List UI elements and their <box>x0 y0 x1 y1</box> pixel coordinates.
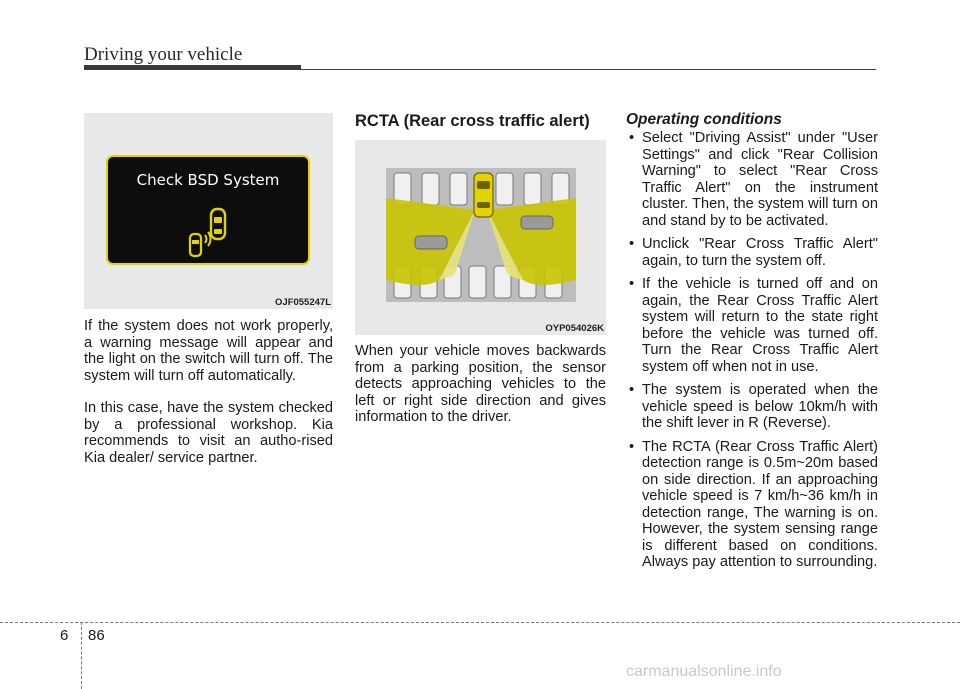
header-bar-thin <box>301 69 876 70</box>
list-item: • The system is operated when the vehicle speed is below 10km/h with the shift lever in R (Reverse). <box>626 382 878 432</box>
rcta-parking-illustration <box>355 140 606 335</box>
footer-divider <box>81 622 82 689</box>
section-title: RCTA (Rear cross traffic alert) <box>355 112 590 130</box>
list-item: • Select "Driving Assist" under "User Settings" and click "Rear Collision Warning" to select "Rear Cross Traffic Alert" on the instrument cluster. Then, the system will turn on and stand by to be activated. <box>626 130 878 229</box>
approaching-car-right <box>521 216 553 229</box>
bullet-list <box>626 130 878 571</box>
middle-text <box>355 343 606 442</box>
approaching-car-left <box>415 236 447 249</box>
list-item: • If the vehicle is turned off and on again, the Rear Cross Traffic Alert system will return to the state right before the vehicle was turned off. Turn the Rear Cross Traffic Alert system off when not in use. <box>626 276 878 375</box>
paragraph: If the system does not work properly, a warning message will appear and the light on the switch will turn off. The system will turn off automatically. <box>84 318 333 384</box>
rcta-figure <box>355 140 606 335</box>
list-item: • The RCTA (Rear Cross Traffic Alert) detection range is 0.5m~20m based on side direction. If an approaching vehicle speed is 7 km/h~36 km/h in detection range, The warning is on. However, the system sensing range is different based on conditions. Always pay attention to surrounding. <box>626 439 878 571</box>
page-number: 86 <box>88 627 105 644</box>
paragraph: When your vehicle moves backwards from a parking position, the sensor detects approaching vehicles to the left or right side direction and gives information to the driver. <box>355 343 606 425</box>
header-bar-thick <box>84 65 301 70</box>
header-title: Driving your vehicle <box>84 44 243 65</box>
sub-title: Operating conditions <box>626 111 782 128</box>
chapter-number: 6 <box>60 627 69 644</box>
bsd-warning-illustration <box>84 113 333 309</box>
bsd-warning-figure <box>84 113 333 309</box>
conditions-list <box>626 130 878 578</box>
reversing-vehicle <box>474 173 493 217</box>
bsd-warning-text: Check BSD System <box>136 171 280 189</box>
figure-code: OJF055247L <box>275 297 331 308</box>
watermark: carmanualsonline.info <box>626 663 782 680</box>
figure-code: OYP054026K <box>545 323 604 334</box>
left-text <box>84 318 333 482</box>
list-item: • Unclick "Rear Cross Traffic Alert" again, to turn the system off. <box>626 236 878 269</box>
footer-line <box>0 622 960 623</box>
paragraph: In this case, have the system checked by a professional workshop. Kia recommends to visit an autho-rised Kia dealer/ service partner. <box>84 400 333 466</box>
